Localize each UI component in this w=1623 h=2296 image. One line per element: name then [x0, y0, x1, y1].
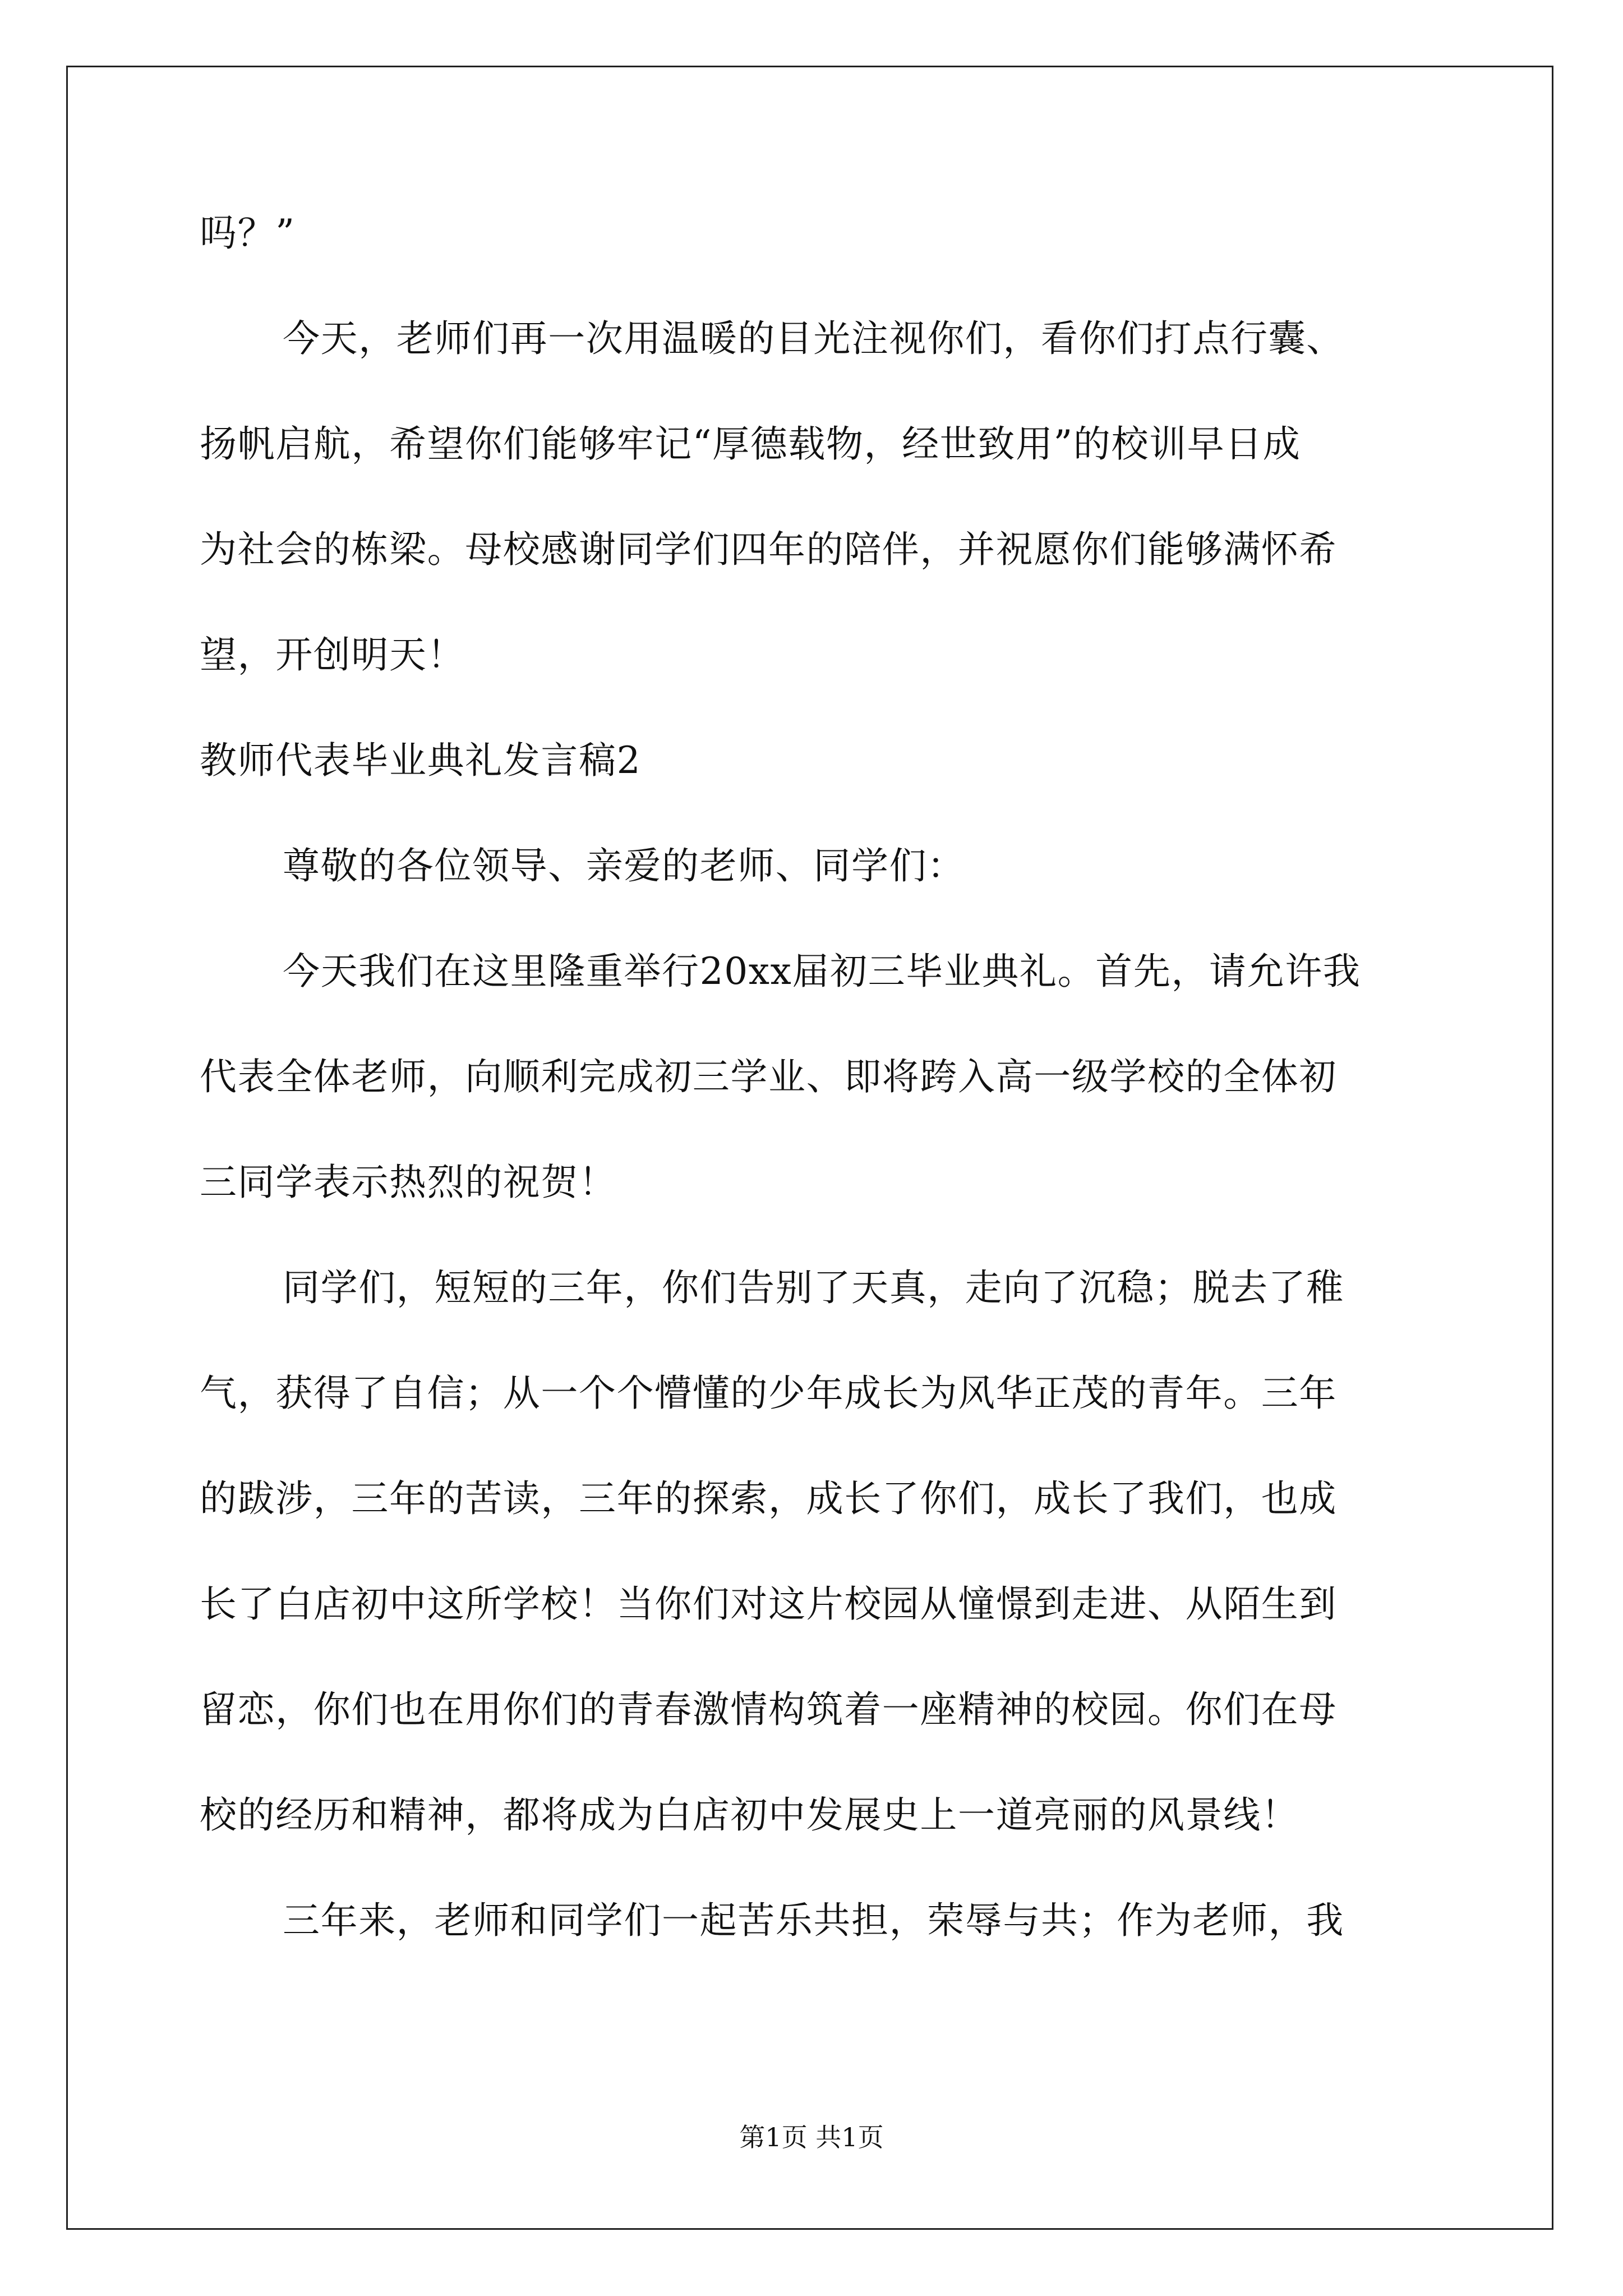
paragraph-line: 扬帆启航，希望你们能够牢记“厚德载物，经世致用”的校训早日成 — [200, 422, 1301, 466]
paragraph-line: 三年来，老师和同学们一起苦乐共担，荣辱与共；作为老师，我 — [283, 1899, 1344, 1942]
paragraph-line: 三同学表示热烈的祝贺！ — [200, 1161, 617, 1204]
paragraph-line: 气，获得了自信；从一个个懵懂的少年成长为风华正茂的青年。三年 — [200, 1372, 1337, 1415]
section-heading: 教师代表毕业典礼发言稿2 — [200, 739, 642, 782]
paragraph-line: 今天，老师们再一次用温暖的目光注视你们，看你们打点行囊、 — [283, 317, 1344, 360]
paragraph-line: 代表全体老师，向顺利完成初三学业、即将跨入高一级学校的全体初 — [200, 1055, 1337, 1098]
paragraph-line: 为社会的栋梁。母校感谢同学们四年的陪伴，并祝愿你们能够满怀希 — [200, 528, 1337, 571]
paragraph-line: 长了白店初中这所学校！当你们对这片校园从憧憬到走进、从陌生到 — [200, 1582, 1337, 1626]
paragraph-line: 留恋，你们也在用你们的青春激情构筑着一座精神的校园。你们在母 — [200, 1688, 1337, 1731]
paragraph-line: 望，开创明天！ — [200, 633, 465, 677]
text-line-continuation: 吗？” — [200, 211, 296, 255]
paragraph-line: 的跋涉，三年的苦读，三年的探索，成长了你们，成长了我们，也成 — [200, 1477, 1337, 1520]
paragraph-line: 同学们，短短的三年，你们告别了天真，走向了沉稳；脱去了稚 — [283, 1266, 1344, 1309]
page-footer: 第1页 共1页 — [739, 2122, 884, 2152]
salutation-line: 尊敬的各位领导、亲爱的老师、同学们： — [283, 844, 965, 887]
paragraph-line: 今天我们在这里隆重举行20xx届初三毕业典礼。首先，请允许我 — [283, 950, 1361, 993]
paragraph-line: 校的经历和精神，都将成为白店初中发展史上一道亮丽的风景线！ — [200, 1793, 1299, 1837]
